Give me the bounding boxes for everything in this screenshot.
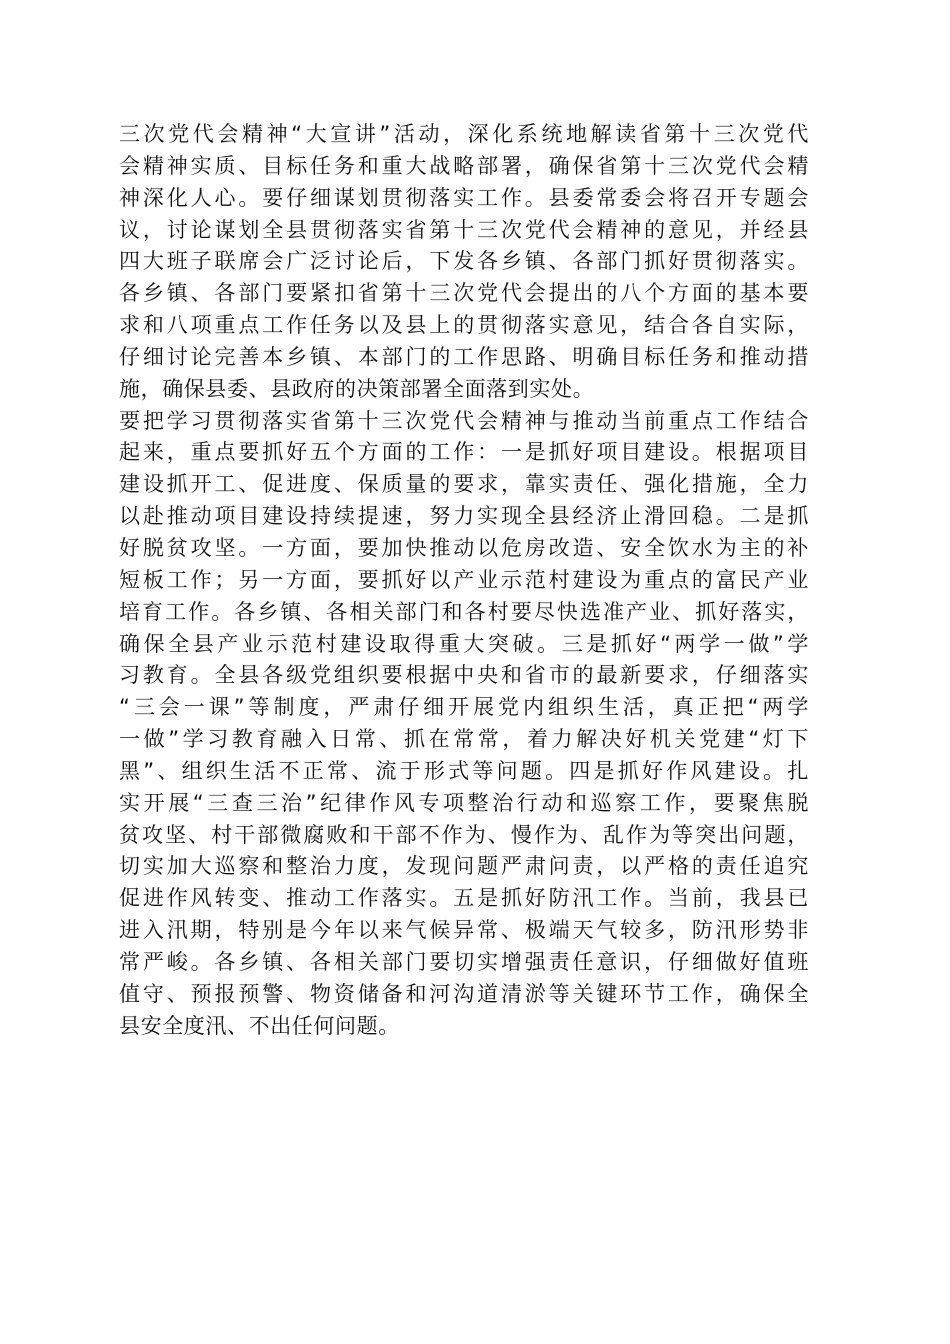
text-line: 建设抓开工、促进度、保质量的要求，靠实责任、强化措施，全力 — [119, 472, 809, 497]
text-line: 求和八项重点工作任务以及县上的贯彻落实意见，结合各自实际， — [119, 313, 809, 338]
text-line: 施，确保县委、县政府的决策部署全面落到实处。 — [119, 376, 595, 401]
text-line: 各乡镇、各部门要紧扣省第十三次党代会提出的八个方面的基本要 — [119, 281, 809, 306]
text-line: 三次党代会精神“大宣讲”活动，深化系统地解读省第十三次党代 — [119, 122, 809, 146]
text-line: 四大班子联席会广泛讨论后，下发各乡镇、各部门抓好贯彻落实。 — [119, 249, 809, 274]
text-line: 短板工作；另一方面，要抓好以产业示范村建设为重点的富民产业 — [119, 567, 809, 592]
paragraph-2 — [119, 406, 809, 1043]
text-line: 一做”学习教育融入日常、抓在常常，着力解决好机关党建“灯下 — [119, 727, 809, 752]
text-line: 促进作风转变、推动工作落实。五是抓好防汛工作。当前，我县已 — [119, 886, 809, 911]
text-line: 县安全度汛、不出任何问题。 — [119, 1013, 400, 1038]
text-line: 值守、预报预警、物资储备和河沟道清淤等关键环节工作，确保全 — [119, 981, 809, 1006]
text-line: 进入汛期，特别是今年以来气候异常、极端天气较多，防汛形势非 — [119, 918, 809, 943]
text-line: 贫攻坚、村干部微腐败和干部不作为、慢作为、乱作为等突出问题， — [119, 822, 809, 847]
text-line: 会精神实质、目标任务和重大战略部署，确保省第十三次党代会精 — [119, 153, 809, 178]
text-line: 习教育。全县各级党组织要根据中央和省市的最新要求，仔细落实 — [119, 663, 809, 688]
text-line: 起来，重点要抓好五个方面的工作：一是抓好项目建设。根据项目 — [119, 440, 809, 465]
text-line: 切实加大巡察和整治力度，发现问题严肃问责，以严格的责任追究 — [119, 854, 809, 879]
text-line: “三会一课”等制度，严肃仔细开展党内组织生活，真正把“两学 — [119, 695, 809, 720]
text-line: 议，讨论谋划全县贯彻落实省第十三次党代会精神的意见，并经县 — [119, 217, 809, 242]
text-line: 神深化人心。要仔细谋划贯彻落实工作。县委常委会将召开专题会 — [119, 185, 809, 210]
text-line: 以赴推动项目建设持续提速，努力实现全县经济止滑回稳。二是抓 — [119, 504, 809, 529]
text-line: 确保全县产业示范村建设取得重大突破。三是抓好“两学一做”学 — [119, 631, 809, 656]
text-line: 实开展“三查三治”纪律作风专项整治行动和巡察工作，要聚焦脱 — [119, 790, 809, 815]
text-line: 黑”、组织生活不正常、流于形式等问题。四是抓好作风建设。扎 — [119, 758, 809, 783]
paragraph-1 — [119, 119, 809, 406]
text-line: 培育工作。各乡镇、各相关部门和各村要尽快选准产业、抓好落实， — [119, 599, 809, 624]
text-line: 仔细讨论完善本乡镇、本部门的工作思路、明确目标任务和推动措 — [119, 344, 809, 369]
text-line: 好脱贫攻坚。一方面，要加快推动以危房改造、安全饮水为主的补 — [119, 535, 809, 560]
text-line: 要把学习贯彻落实省第十三次党代会精神与推动当前重点工作结合 — [119, 408, 809, 433]
text-line: 常严峻。各乡镇、各相关部门要切实增强责任意识，仔细做好值班 — [119, 949, 809, 974]
document-body — [119, 119, 809, 1042]
